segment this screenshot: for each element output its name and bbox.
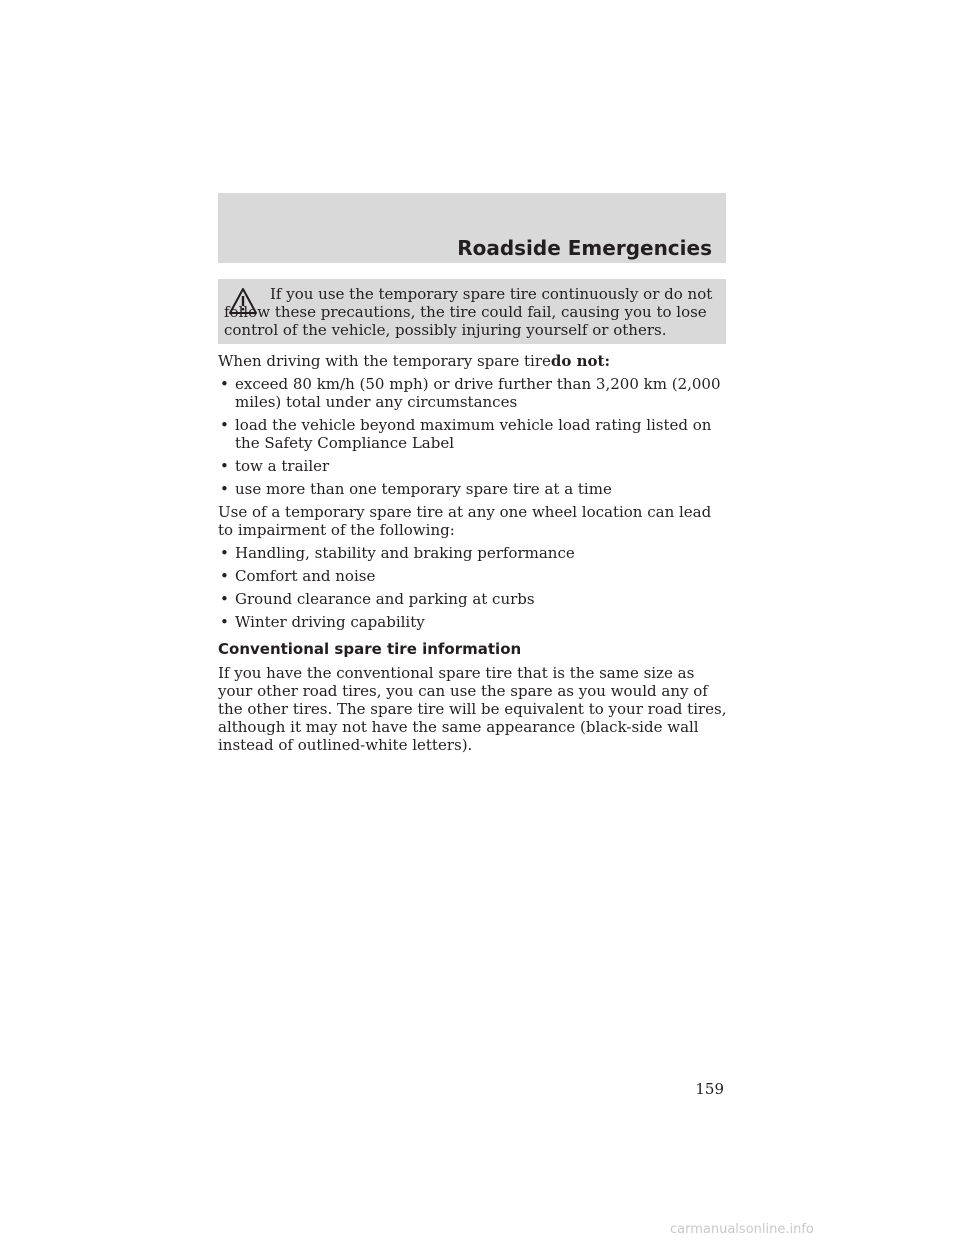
section-title: Roadside Emergencies (457, 236, 712, 260)
list-item: • Ground clearance and parking at curbs (220, 590, 535, 608)
list-item: • load the vehicle beyond maximum vehicle load rating listed on the Safety Compliance Label (220, 416, 712, 452)
conventional-spare-body: If you have the conventional spare tire that is the same size as your other road tires, you can use the spare as you would any of the other tires. The spare tire will be equivalent to your road tires, although it may not have the same appearance (black-side wall instead of outlined-white letters). (218, 664, 727, 754)
driving-intro: When driving with the temporary spare tiredo not: (218, 352, 610, 370)
do-not-list (218, 375, 728, 498)
watermark-link[interactable]: carmanualsonline.info (670, 1222, 814, 1237)
list-item: • Comfort and noise (220, 567, 376, 585)
list-item: • exceed 80 km/h (50 mph) or drive further than 3,200 km (2,000 miles) total under any circumstances (220, 375, 721, 411)
impairment-list (218, 544, 728, 631)
warning-box (218, 279, 726, 344)
list-item: • Handling, stability and braking performance (220, 544, 575, 562)
page-content (218, 352, 728, 759)
list-item: • tow a trailer (220, 457, 330, 475)
impairment-intro: Use of a temporary spare tire at any one wheel location can lead to impairment of the following: (218, 503, 712, 539)
warning-text: If you use the temporary spare tire continuously or do not follow these precautions, the tire could fail, causing you to lose control of the vehicle, possibly injuring yourself or others. (224, 285, 713, 339)
conventional-spare-heading: Conventional spare tire information (218, 640, 522, 658)
list-item: • Winter driving capability (220, 613, 425, 631)
section-header-band (218, 193, 726, 263)
page-number: 159 (695, 1080, 724, 1098)
list-item: • use more than one temporary spare tire at a time (220, 480, 612, 498)
